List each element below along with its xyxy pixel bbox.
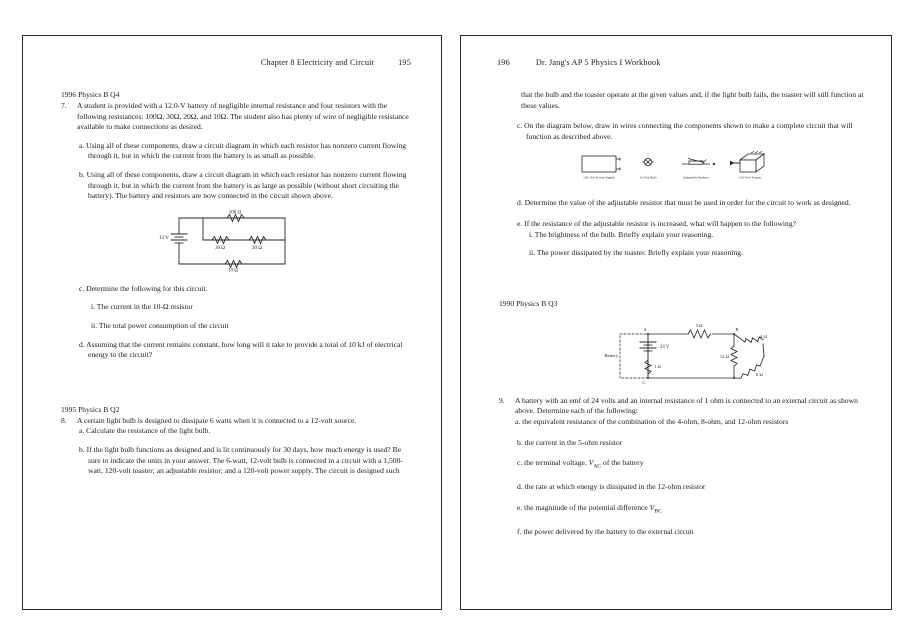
page-right [460, 35, 892, 610]
components-figure-wrapper [487, 142, 865, 190]
question-8-part-c: c. On the diagram below, draw in wires connecting the components shown to make a complete circuit that will function as described above. [517, 121, 853, 141]
question-9-part-b: b. the current in the 5-ohm resistor [517, 437, 623, 447]
question-9-part-e-symbol: V [649, 502, 655, 512]
page-number: 196 [497, 58, 510, 67]
question-7-part-c: c. Determine the following for this circuit. [79, 283, 208, 293]
circuit-2-internal-resistance-label: 1 Ω [653, 363, 661, 369]
question-8-part-e-ii: ii. The power dissipated by the toaster. Briefly explain your reasoning. [529, 248, 743, 258]
circuit-2-emf-label: 24 V [659, 344, 669, 350]
component-label-adjustable-resistor: Adjustable Resistor [682, 175, 710, 180]
question-8-part-e-i: i. The brightness of the bulb. Briefly explain your reasoning. [529, 229, 714, 239]
question-8 [61, 416, 415, 427]
circuit-2-resistor-4-label: 4 Ω [759, 333, 767, 339]
question-7-part-b: b. Using all of these components, draw a circuit diagram in which each resistor has nonzero current flowing through it, but in which the current from the battery is as large as possible (without short circuiting the battery). The battery and resistors are now connected in the circuit shown above. [79, 169, 407, 201]
question-7 [61, 101, 415, 133]
question-9-part-e-pre: e. the magnitude of the potential difference [517, 502, 650, 512]
chapter-title: Chapter 8 Electricity and Circuit [260, 58, 375, 67]
components-figure [576, 150, 776, 184]
component-label-bulb: 12-Volt Bulb [639, 175, 657, 180]
question-9 [499, 396, 865, 428]
circuit-1-resistor-mid-left-label: 30 Ω [215, 245, 225, 251]
running-head-left-page [49, 58, 415, 72]
circuit-2-battery-box-label: Battery [603, 352, 618, 358]
question-8-stem: A certain light bulb is designed to dissipate 6 watts when it is connected to a 12-volt source. [77, 415, 357, 425]
question-9-part-c-post: of the battery [601, 458, 644, 468]
question-9-part-d: d. the rate at which energy is dissipated in the 12-ohm resistor [517, 482, 706, 492]
circuit-diagram-1 [157, 210, 307, 272]
question-9-part-c-pre: c. the terminal voltage, [517, 458, 589, 468]
circuit-diagram-2-wrapper [487, 310, 865, 392]
page-left [22, 35, 442, 610]
question-8-part-b: b. If the light bulb functions as designed and is lit continuously for 30 days, how much energy is used? Be sure to indicate the units in your answer. The 6-watt, 12-volt bulb is connected in a circuit with a 1,500-watt, 120-volt toaster; an adjustable resistor; and a 120-volt power supply. The circuit is designed such [79, 444, 403, 476]
book-title: Dr. Jang's AP 5 Physics I Workbook [535, 58, 661, 67]
question-7-number: 7. [61, 101, 67, 110]
question-7-part-a: a. Using all of these components, draw a circuit diagram in which each resistor has nonzero current flowing through it, but in which the current from the battery is as small as possible. [79, 140, 407, 161]
question-8-number: 8. [61, 415, 67, 425]
question-9-stem: A battery with an emf of 24 volts and an internal resistance of 1 ohm is connected to an external circuit as shown above. Determine each of the following: [515, 395, 858, 416]
circuit-2-resistor-5-label: 5 Ω [695, 322, 702, 328]
question-8-part-e: e. If the resistance of the adjustable resistor is increased, what will happen to the following? [517, 218, 796, 228]
circuit-1-resistor-bottom-label: 10 Ω [228, 268, 238, 272]
circuit-2-node-b-label: B [734, 326, 739, 332]
question-7-part-c-i: i. The current in the 10-Ω resistor [91, 302, 193, 312]
circuit-2-node-a-label: A [642, 326, 647, 332]
question-7-stem: A student is provided with a 12.0-V battery of negligible internal resistance and four resistors with the following resistances: 100Ω, 30Ω, 20Ω, and 10Ω. The student also has plenty of wire of negligible resistance available to make connections as desired. [77, 101, 409, 132]
circuit-2-resistor-8-label: 8 Ω [755, 371, 763, 377]
question-8-part-d: d. Determine the value of the adjustable resistor that must be used in order for the circuit to work as designed. [517, 198, 851, 208]
question-9-number: 9. [499, 395, 505, 405]
question-7-part-d: d. Assuming that the current remains constant, how long will it take to provide a total of 10 kJ of electrical energy to the circuit? [79, 339, 403, 360]
question-9-part-c-symbol: V [588, 458, 594, 468]
question-9-part-f: f. the power delivered by the battery to the external circuit [517, 526, 694, 536]
source-line-q8: 1995 Physics B Q2 [61, 404, 120, 414]
running-head-right-page [487, 58, 865, 72]
question-8-continuation: that the bulb and the toaster operate at the given values and, if the light bulb fails, the toaster will still function at these values. [521, 90, 864, 110]
question-9-part-e [517, 503, 865, 517]
question-9-part-e-subscript: BC [654, 508, 662, 515]
circuit-2-resistor-12-label: 12 Ω [719, 353, 729, 359]
page-number: 195 [398, 58, 411, 67]
component-label-toaster: 120-Volt Toaster [738, 175, 762, 180]
question-7-part-c-ii: ii. The total power consumption of the circuit [91, 320, 229, 330]
circuit-diagram-1-wrapper [49, 202, 415, 278]
circuit-2-node-c-label: C [641, 379, 646, 385]
source-line-q9: 1990 Physics B Q3 [499, 298, 558, 308]
component-label-power-supply: 120-Volt Power Supply [583, 175, 615, 180]
source-line-q7: 1996 Physics B Q4 [61, 90, 120, 99]
question-8-part-a: a. Calculate the resistance of the light bulb. [79, 426, 211, 436]
question-9-part-c-subscript: AC [593, 463, 602, 470]
circuit-1-resistor-mid-right-label: 20 Ω [252, 245, 262, 251]
circuit-1-resistor-top-label: 100 Ω [228, 210, 242, 216]
circuit-1-battery-label: 12 V [158, 234, 169, 241]
circuit-diagram-2 [584, 318, 769, 386]
question-9-part-a: a. the equivalent resistance of the combination of the 4-ohm, 8-ohm, and 12-ohm resistors [515, 416, 789, 426]
question-9-part-c [517, 458, 865, 472]
